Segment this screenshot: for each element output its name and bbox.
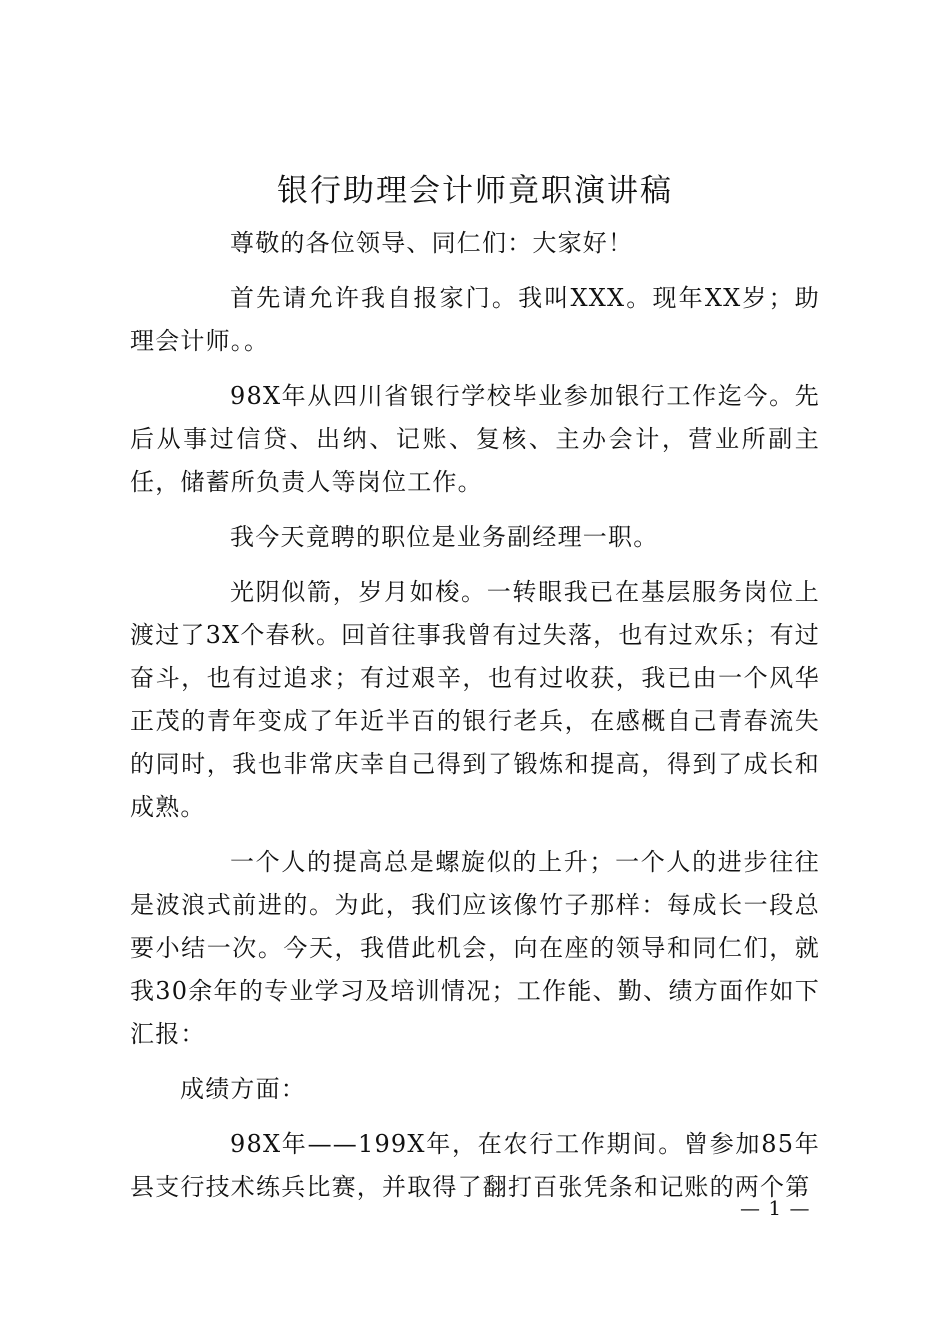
career-history-paragraph: 98X年从四川省银行学校毕业参加银行工作迄今。先后从事过信贷、出纳、记账、复核、主办会计，营业所副主任，储蓄所负责人等岗位工作。 bbox=[130, 382, 820, 496]
summary-intro-paragraph: 一个人的提高总是螺旋似的上升；一个人的进步往往是波浪式前进的。为此，我们应该像竹子那样：每成长一段总要小结一次。今天，我借此机会，向在座的领导和同仁们，就我30余年的专业学习及培训情况；工作能、勤、绩方面作如下汇报： bbox=[130, 848, 820, 1048]
achievements-heading: 成绩方面： bbox=[180, 1075, 306, 1103]
position-applied-paragraph: 我今天竟聘的职位是业务副经理一职。 bbox=[230, 523, 659, 551]
introduction-paragraph: 首先请允许我自报家门。我叫XXX。现年XX岁；助理会计师。。 bbox=[130, 284, 820, 355]
greeting-paragraph: 尊敬的各位领导、同仁们：大家好！ bbox=[230, 229, 634, 257]
page-number: — 1 — bbox=[740, 1196, 811, 1220]
document-title: 银行助理会计师竟职演讲稿 bbox=[277, 173, 673, 209]
document-body bbox=[130, 222, 820, 1221]
achievements-paragraph: 98X年——199X年，在农行工作期间。曾参加85年县支行技术练兵比赛，并取得了翻打百张凭条和记账的两个第 bbox=[130, 1130, 820, 1201]
reflection-paragraph: 光阴似箭，岁月如梭。一转眼我已在基层服务岗位上渡过了3X个春秋。回首往事我曾有过失落，也有过欢乐；有过奋斗，也有过追求；有过艰辛，也有过收获，我已由一个风华正茂的青年变成了年近半百的银行老兵，在感概自己青春流失的同时，我也非常庆幸自己得到了锻炼和提高，得到了成长和成熟。 bbox=[130, 578, 820, 821]
